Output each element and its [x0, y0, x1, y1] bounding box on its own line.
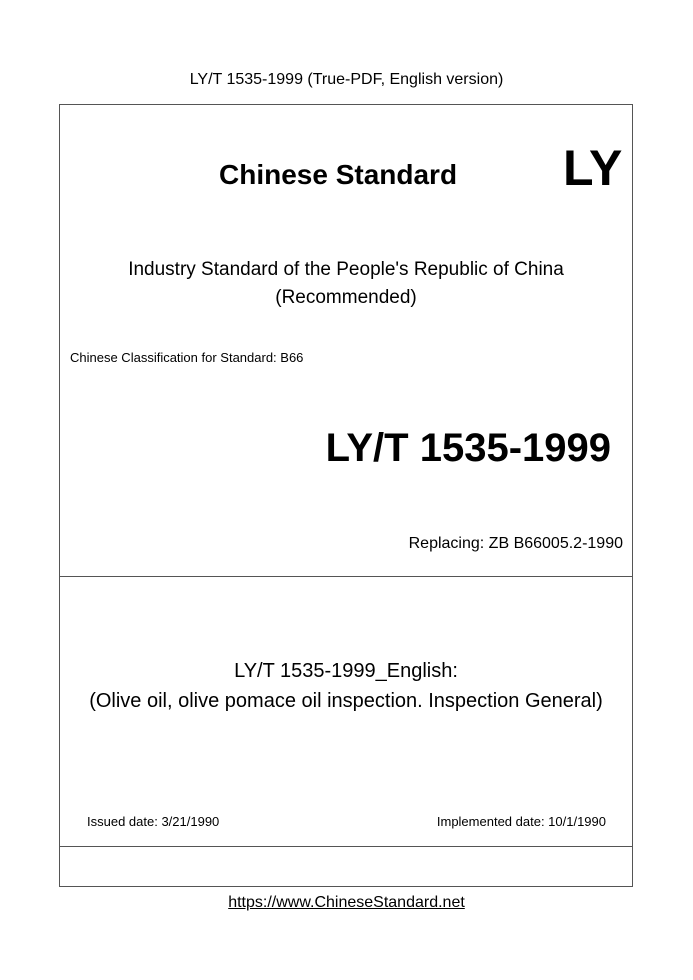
recommended-label: (Recommended): [275, 287, 417, 308]
document-type-heading: Chinese Standard: [219, 159, 458, 190]
industry-code: LY: [563, 140, 623, 196]
replacing-text: Replacing: ZB B66005.2-1990: [408, 535, 623, 552]
industry-title-line: Industry Standard of the People's Republic of China: [128, 259, 564, 280]
page-header: LY/T 1535-1999 (True-PDF, English version): [189, 71, 504, 88]
implemented-date: Implemented date: 10/1/1990: [436, 814, 606, 829]
document-title-subject: (Olive oil, olive pomace oil inspection. Inspection General): [89, 690, 603, 712]
section-divider: [60, 846, 632, 847]
footer: [0, 893, 693, 913]
standard-number: LY/T 1535-1999: [325, 426, 611, 470]
industry-title: [59, 256, 633, 312]
cover-frame: [59, 104, 633, 887]
issued-date: Issued date: 3/21/1990: [87, 814, 220, 829]
classification-text: Chinese Classification for Standard: B66: [70, 350, 304, 365]
website-link[interactable]: https://www.ChineseStandard.net: [228, 894, 465, 911]
document-title-code: LY/T 1535-1999_English:: [234, 660, 458, 682]
section-divider: [60, 576, 632, 577]
document-title: [59, 656, 633, 716]
